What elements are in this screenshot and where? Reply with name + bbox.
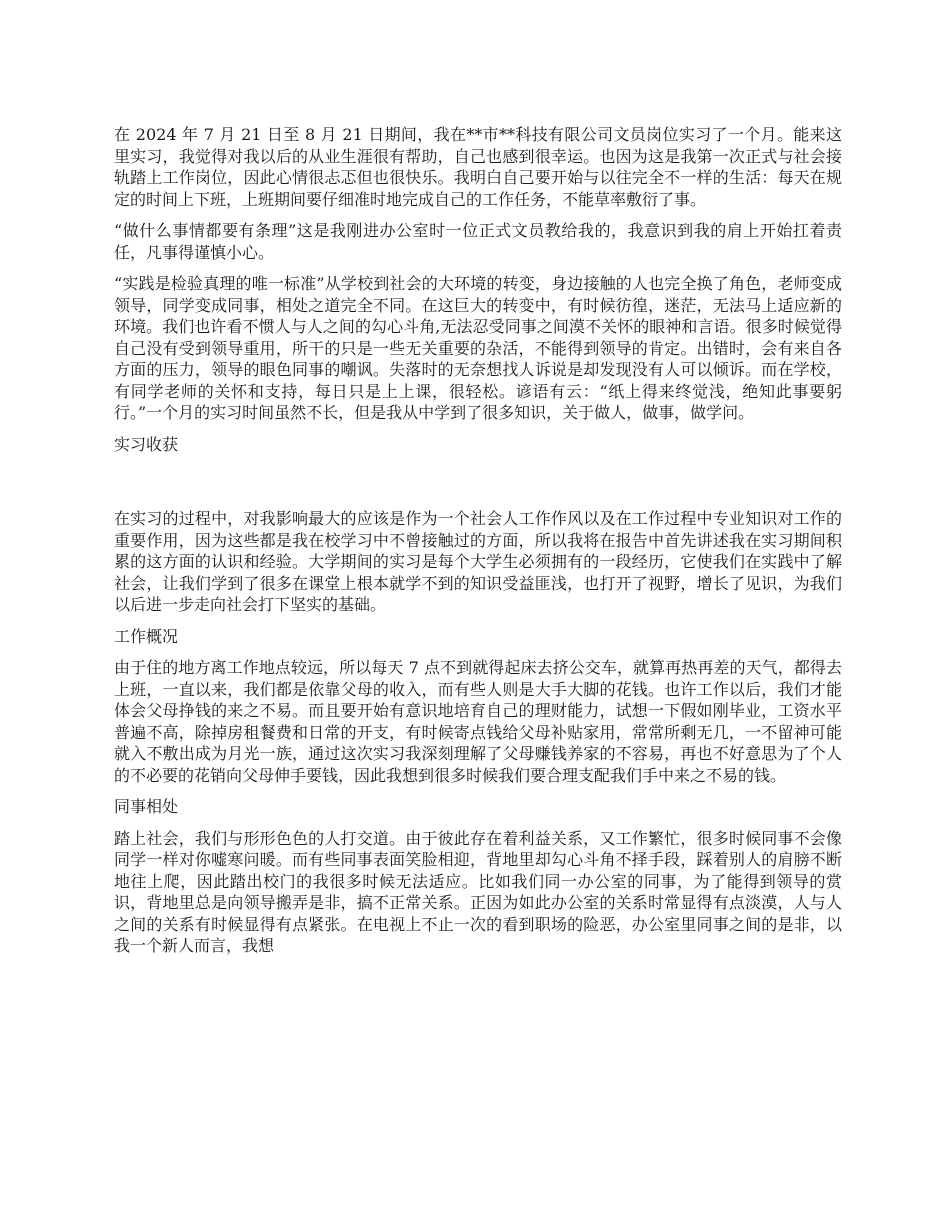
- paragraph-work-overview: 由于住的地方离工作地点较远，所以每天 7 点不到就得起床去挤公交车，就算再热再差的天气，都得去上班，一直以来，我们都是依靠父母的收入，而有些人则是大手大脚的花钱。也许工作以后，我们才能体会父母挣钱的来之不易。而且要开始有意识地培育自己的理财能力，试想一下假如刚毕业，工资水平普遍不高，除掉房租餐费和日常的开支，有时候寄点钱给父母补贴家用，常常所剩无几，一不留神可能就入不敷出成为月光一族，通过这次实习我深刻理解了父母赚钱养家的不容易，再也不好意思为了个人的不必要的花销向父母伸手要钱，因此我想到很多时候我们要合理支配我们手中来之不易的钱。: [114, 658, 842, 785]
- paragraph-practice-truth: “实践是检验真理的唯一标准”从学校到社会的大环境的转变，身边接触的人也完全换了角色，老师变成领导，同学变成同事，相处之道完全不同。在这巨大的转变中，有时候彷徨，迷茫，无法马上适应新的环境。我们也许看不惯人与人之间的勾心斗角,无法忍受同事之间漠不关怀的眼神和言语。很多时候觉得自己没有受到领导重用，所干的只是一些无关重要的杂活，不能得到领导的肯定。出错时，会有来自各方面的压力，领导的眼色同事的嘲讽。失落时的无奈想找人诉说是却发现没有人可以倾诉。而在学校，有同学老师的关怀和支持，每日只是上上课，很轻松。谚语有云：“纸上得来终觉浅，绝知此事要躬行。”一个月的实习时间虽然不长，但是我从中学到了很多知识，关于做人，做事，做学问。: [114, 274, 842, 422]
- paragraph-colleague-relations: 踏上社会，我们与形形色色的人打交道。由于彼此存在着利益关系，又工作繁忙，很多时候同事不会像同学一样对你嘘寒问暖。而有些同事表面笑脸相迎，背地里却勾心斗角不择手段，踩着别人的肩膀不断地往上爬，因此踏出校门的我很多时候无法适应。比如我们同一办公室的同事，为了能得到领导的赏识，背地里总是向领导搬弄是非，搞不正常关系。正因为如此办公室的关系时常显得有点淡漠，人与人之间的关系有时候显得有点紧张。在电视上不止一次的看到职场的险恶，办公室里同事之间的是非，以我一个新人而言，我想: [114, 828, 842, 955]
- blank-space: [114, 465, 842, 508]
- paragraph-internship-gains: 在实习的过程中，对我影响最大的应该是作为一个社会人工作作风以及在工作过程中专业知识对工作的重要作用，因为这些都是我在校学习中不曾接触过的方面，所以我将在报告中首先讲述我在实习期间积累的这方面的认识和经验。大学期间的实习是每个大学生必须拥有的一段经历，它使我们在实践中了解社会，让我们学到了很多在课堂上根本就学不到的知识受益匪浅，也打开了视野，增长了见识，为我们以后进一步走向社会打下坚实的基础。: [114, 509, 842, 614]
- paragraph-internship-intro: 在 2024 年 7 月 21 日至 8 月 21 日期间，我在**市**科技有限公司文员岗位实习了一个月。能来这里实习，我觉得对我以后的从业生涯很有帮助，自己也感到很幸运。也因为这是我第一次正式与社会接轨踏上工作岗位，因此心情很忐忑但也很快乐。我明白自己要开始与以往完全不一样的生活：每天在规定的时间上下班，上班期间要仔细准时地完成自己的工作任务，不能草率敷衍了事。: [114, 125, 842, 209]
- heading-internship-gains: 实习收获: [114, 434, 179, 454]
- document-body: [114, 124, 842, 967]
- paragraph-organized-work: “做什么事情都要有条理”这是我刚进办公室时一位正式文员教给我的，我意识到我的肩上开始扛着责任，凡事得谨慎小心。: [114, 221, 842, 262]
- heading-work-overview: 工作概况: [114, 626, 179, 646]
- heading-colleague-relations: 同事相处: [114, 797, 179, 816]
